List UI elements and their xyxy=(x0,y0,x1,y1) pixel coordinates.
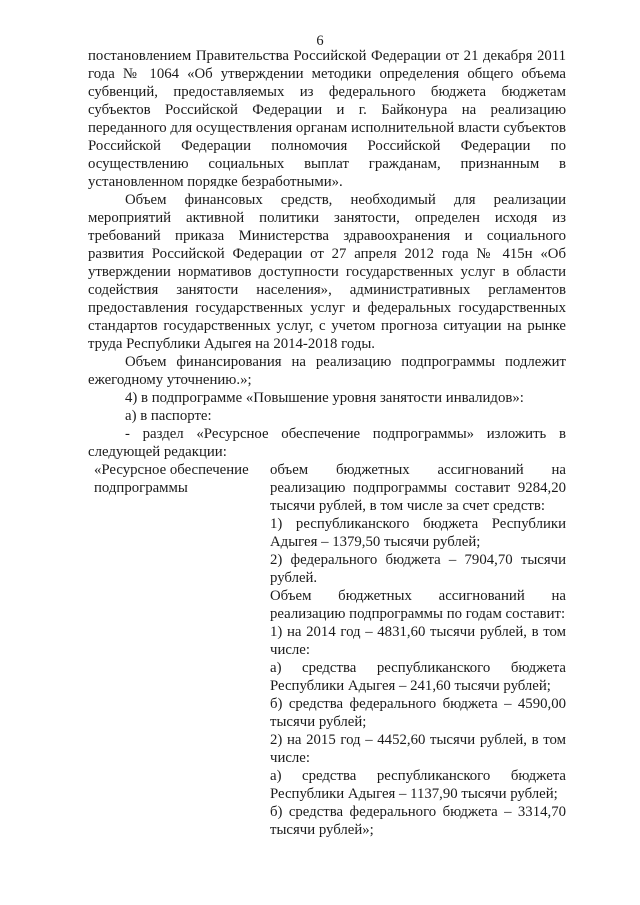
table-left-label: «Ресурсное обеспечение подпрограммы xyxy=(94,462,249,496)
resource-provision-table xyxy=(88,461,566,839)
table-right-line: 1) на 2014 год – 4831,60 тысячи рублей, в том числе: xyxy=(270,624,566,658)
table-right-line: а) средства республиканского бюджета Республики Адыгея – 241,60 тысячи рублей; xyxy=(270,660,566,694)
table-right-line: объем бюджетных ассигнований на реализацию подпрограммы составит 9284,20 тысячи рублей, в том числе за счет средств: xyxy=(270,462,566,514)
table-right-line: 2) на 2015 год – 4452,60 тысячи рублей, в том числе: xyxy=(270,732,566,766)
table-right-line: б) средства федерального бюджета – 3314,70 тысячи рублей»; xyxy=(270,804,566,838)
page-number: 6 xyxy=(316,33,324,49)
table-right-line: Объем бюджетных ассигнований на реализацию подпрограммы по годам составит: xyxy=(270,588,566,622)
paragraph-financing-volume: Объем финансовых средств, необходимый для реализации мероприятий активной политики занятости, определен исходя из требований приказа Министерства здравоохранения и социального развития Российской Федерации от 27 апреля 2012 года № 415н «Об утверждении нормативов доступности государственных услуг в области содействия занятости населения», административных регламентов предоставления государственных услуг и федеральных государственных стандартов государственных услуг, с учетом прогноза ситуации на рынке труда Республики Адыгея на 2014-2018 годы. xyxy=(88,192,566,352)
table-right-content xyxy=(270,461,566,839)
paragraph-subprogram-4: 4) в подпрограмме «Повышение уровня занятости инвалидов»: xyxy=(125,390,524,406)
document-body xyxy=(88,47,566,839)
paragraph-passport: а) в паспорте: xyxy=(125,408,212,424)
paragraph-resolution-reference: постановлением Правительства Российской Федерации от 21 декабря 2011 года № 1064 «Об утверждении методики определения общего объема субвенций, предоставляемых из федерального бюджета бюджетам субъектов Российской Федерации и г. Байконура на реализацию переданного для осуществления органам исполнительной власти субъектов Российской Федерации полномочия Российской Федерации по осуществлению социальных выплат гражданам, признанным в установленном порядке безработными». xyxy=(88,48,566,190)
table-right-line: б) средства федерального бюджета – 4590,00 тысячи рублей; xyxy=(270,696,566,730)
table-right-line: 2) федерального бюджета – 7904,70 тысячи рублей. xyxy=(270,552,566,586)
table-right-line: а) средства республиканского бюджета Республики Адыгея – 1137,90 тысячи рублей; xyxy=(270,768,566,802)
paragraph-section-edit: - раздел «Ресурсное обеспечение подпрограммы» изложить в следующей редакции: xyxy=(88,426,566,460)
table-right-line: 1) республиканского бюджета Республики Адыгея – 1379,50 тысячи рублей; xyxy=(270,516,566,550)
paragraph-annual-adjustment: Объем финансирования на реализацию подпрограммы подлежит ежегодному уточнению.»; xyxy=(88,354,566,388)
